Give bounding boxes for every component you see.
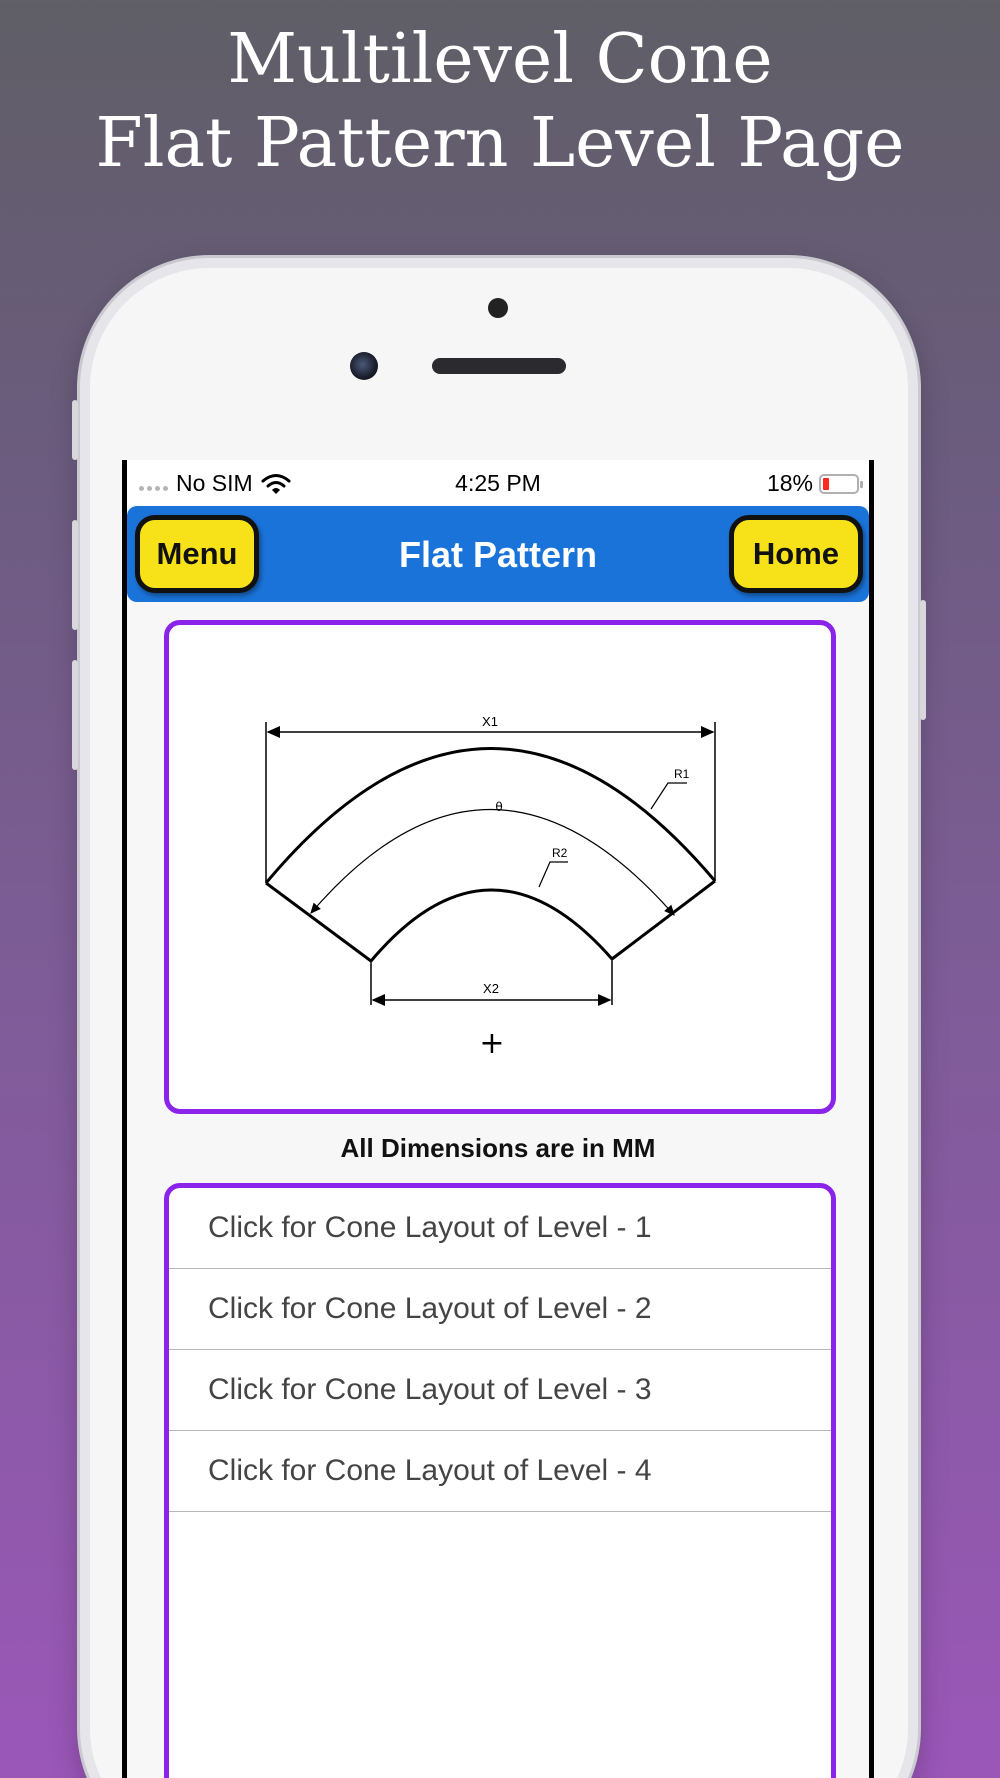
promo-title — [0, 18, 1000, 186]
level-list-item-3[interactable]: Click for Cone Layout of Level - 3 — [169, 1350, 831, 1431]
x1-label: X1 — [482, 714, 498, 729]
phone-side-button — [72, 400, 78, 460]
level-list-card — [164, 1183, 836, 1778]
flat-pattern-diagram — [169, 625, 831, 1109]
battery-icon — [819, 474, 859, 494]
phone-power-button — [920, 600, 926, 720]
phone-screen — [122, 460, 874, 1778]
front-camera-icon — [350, 352, 378, 380]
home-button[interactable]: Home — [729, 515, 863, 593]
right-edge — [612, 881, 715, 959]
app-view — [127, 460, 869, 1778]
level-list-item-1[interactable]: Click for Cone Layout of Level - 1 — [169, 1188, 831, 1269]
center-mark: + — [479, 1026, 505, 1061]
r1-leader — [651, 783, 687, 809]
navigation-bar — [127, 506, 869, 602]
x2-label: X2 — [483, 981, 499, 996]
promo-title-line-2: Flat Pattern Level Page — [95, 104, 905, 183]
left-edge — [266, 883, 371, 961]
level-list-item-4[interactable]: Click for Cone Layout of Level - 4 — [169, 1431, 831, 1512]
theta-arc — [311, 809, 674, 915]
outer-arc — [266, 748, 715, 883]
phone-volume-up-button — [72, 520, 78, 630]
proximity-sensor — [488, 298, 508, 318]
flat-pattern-diagram-card — [164, 620, 836, 1114]
dimensions-note: All Dimensions are in MM — [340, 1133, 656, 1163]
inner-arc — [371, 890, 612, 961]
level-list-item-2[interactable]: Click for Cone Layout of Level - 2 — [169, 1269, 831, 1350]
status-right — [767, 470, 859, 497]
theta-label: θ — [495, 800, 503, 814]
earpiece-speaker — [432, 358, 566, 374]
r2-leader — [539, 862, 568, 887]
r2-label: R2 — [552, 846, 568, 860]
r1-label: R1 — [674, 767, 690, 781]
menu-button[interactable]: Menu — [135, 515, 259, 593]
carrier-label: No SIM — [176, 470, 253, 496]
battery-percent: 18% — [766, 470, 813, 496]
status-time: 4:25 PM — [455, 470, 541, 496]
page-title: Flat Pattern — [398, 534, 598, 575]
phone-volume-down-button — [72, 660, 78, 770]
promo-title-line-1: Multilevel Cone — [227, 20, 773, 99]
status-bar — [127, 460, 869, 506]
